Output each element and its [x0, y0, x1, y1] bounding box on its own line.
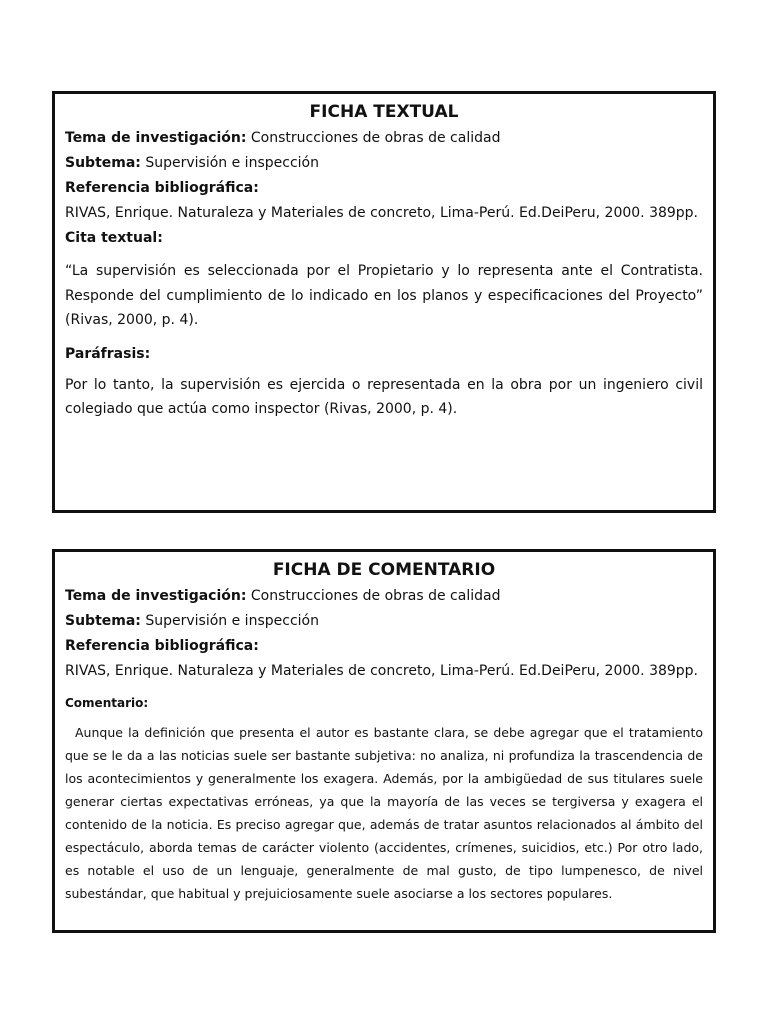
referencia-value: RIVAS, Enrique. Naturaleza y Materiales de concreto, Lima-Perú. Ed.DeiPeru, 2000. 389pp.: [65, 663, 699, 679]
comentario-label: Comentario:: [65, 696, 149, 710]
subtema-label: Subtema:: [65, 613, 141, 629]
tema-value: Construcciones de obras de calidad: [250, 130, 501, 146]
tema-label: Tema de investigación:: [65, 588, 247, 604]
parafrasis-text: Por lo tanto, la supervisión es ejercida o representada en la obra por un ingeniero civil colegiado que actúa como inspector (Rivas, 2000, p. 4).: [65, 376, 703, 417]
referencia-label: Referencia bibliográfica:: [65, 180, 259, 196]
cita-text: “La supervisión es seleccionada por el Propietario y lo representa ante el Contratista. Responde del cumplimiento de lo indicado en los planos y especificaciones del Proyecto” (Rivas, 2000, p. 4).: [65, 263, 703, 328]
tema-label: Tema de investigación:: [65, 130, 247, 146]
referencia-label: Referencia bibliográfica:: [65, 638, 259, 654]
subtema-line: [65, 609, 703, 634]
subtema-line: [65, 151, 703, 176]
ficha-comentario-card: [52, 549, 716, 933]
ficha-textual-title: FICHA TEXTUAL: [309, 102, 459, 122]
tema-value: Construcciones de obras de calidad: [250, 588, 501, 604]
ficha-comentario-title: FICHA DE COMENTARIO: [272, 560, 496, 580]
subtema-value: Supervisión e inspección: [145, 155, 319, 171]
comentario-text: Aunque la definición que presenta el autor es bastante clara, se debe agregar que el tratamiento que se le da a las noticias suele ser bastante subjetiva: no analiza, ni profundiza la trascendencia de los acontecimientos y generalmente los exagera. Además, por la ambigüedad de sus titulares suele generar ciertas expectativas erróneas, ya que la mayoría de las veces se tergiversa y exagera el contenido de la noticia. Es preciso agregar que, además de tratar asuntos relacionados al ámbito del espectáculo, aborda temas de carácter violento (accidentes, crímenes, suicidios, etc.) Por otro lado, es notable el uso de un lenguaje, generalmente de mal gusto, de tipo lumpenesco, de nivel subestándar, que habitual y prejuiciosamente suele asociarse a los sectores populares.: [65, 725, 703, 901]
cita-label: Cita textual:: [65, 230, 163, 246]
subtema-label: Subtema:: [65, 155, 141, 171]
tema-line: [65, 126, 703, 151]
parafrasis-label: Paráfrasis:: [65, 345, 151, 362]
tema-line: [65, 584, 703, 609]
subtema-value: Supervisión e inspección: [145, 613, 319, 629]
ficha-textual-card: [52, 91, 716, 513]
referencia-value: RIVAS, Enrique. Naturaleza y Materiales de concreto, Lima-Perú. Ed.DeiPeru, 2000. 389pp.: [65, 205, 699, 221]
